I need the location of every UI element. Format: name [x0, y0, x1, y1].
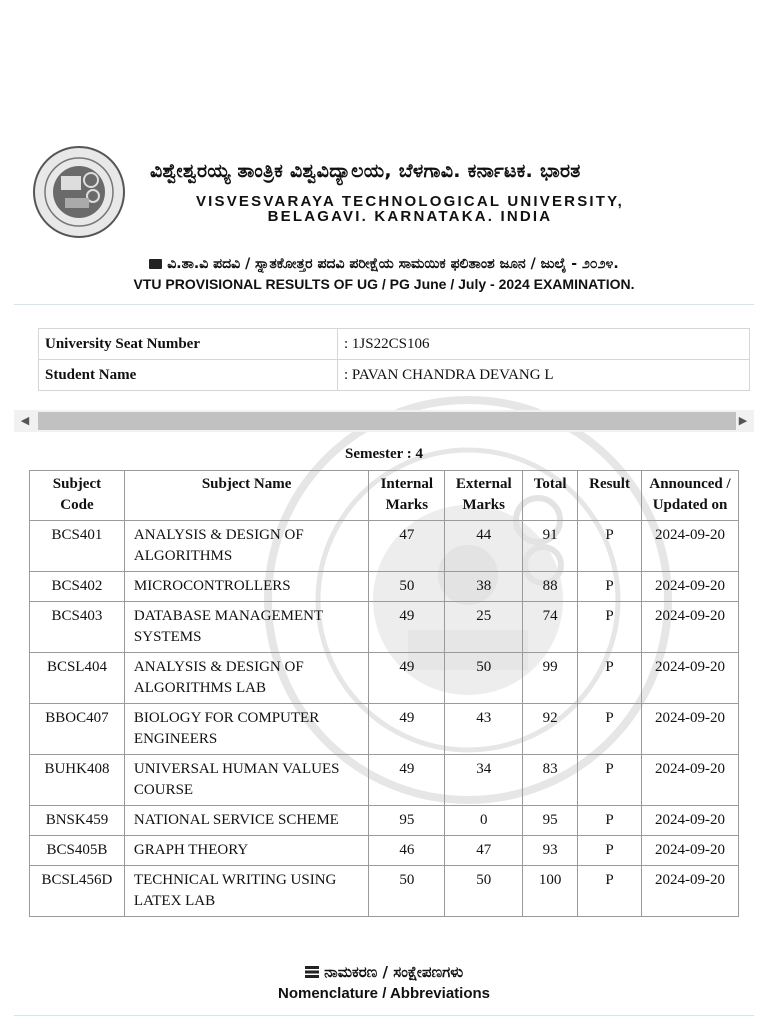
result: P [578, 755, 642, 806]
laptop-icon [149, 259, 162, 269]
total-marks: 100 [523, 866, 578, 917]
announced-date: 2024-09-20 [642, 806, 739, 836]
results-subtitle-english: VTU PROVISIONAL RESULTS OF UG / PG June / July - 2024 EXAMINATION. [133, 276, 635, 292]
university-name-line2: BELAGAVI. KARNATAKA. INDIA [267, 208, 553, 225]
external-marks: 34 [445, 755, 523, 806]
internal-marks: 50 [369, 572, 445, 602]
subject-code: BCS401 [30, 521, 125, 572]
subject-code: BNSK459 [30, 806, 125, 836]
student-info-table [38, 328, 750, 391]
announced-date: 2024-09-20 [642, 572, 739, 602]
header-announced: Announced / Updated on [642, 471, 739, 521]
result: P [578, 572, 642, 602]
subject-code: BCS402 [30, 572, 125, 602]
table-row [30, 806, 739, 836]
table-row [30, 602, 739, 653]
total-marks: 88 [523, 572, 578, 602]
internal-marks: 49 [369, 704, 445, 755]
external-marks: 25 [445, 602, 523, 653]
seat-number-row [39, 329, 750, 360]
result: P [578, 602, 642, 653]
table-row [30, 866, 739, 917]
total-marks: 74 [523, 602, 578, 653]
student-name-value: : PAVAN CHANDRA DEVANG L [338, 360, 750, 391]
result: P [578, 836, 642, 866]
university-seal-icon [33, 146, 125, 238]
subject-code: BCS403 [30, 602, 125, 653]
external-marks: 0 [445, 806, 523, 836]
announced-date: 2024-09-20 [642, 602, 739, 653]
announced-date: 2024-09-20 [642, 704, 739, 755]
external-marks: 47 [445, 836, 523, 866]
internal-marks: 46 [369, 836, 445, 866]
subject-name: DATABASE MANAGEMENT SYSTEMS [124, 602, 368, 653]
table-row [30, 521, 739, 572]
total-marks: 95 [523, 806, 578, 836]
header-external-marks: External Marks [445, 471, 523, 521]
internal-marks: 47 [369, 521, 445, 572]
table-row [30, 836, 739, 866]
total-marks: 99 [523, 653, 578, 704]
nomenclature-title-english: Nomenclature / Abbreviations [278, 985, 490, 1002]
announced-date: 2024-09-20 [642, 755, 739, 806]
subject-name: ANALYSIS & DESIGN OF ALGORITHMS LAB [124, 653, 368, 704]
internal-marks: 50 [369, 866, 445, 917]
scroll-right-icon[interactable]: ▶ [738, 414, 748, 427]
university-name-line1: VISVESVARAYA TECHNOLOGICAL UNIVERSITY, [195, 193, 625, 210]
header-subject-code: Subject Code [30, 471, 125, 521]
scroll-left-icon[interactable]: ◀ [20, 414, 30, 427]
header-result: Result [578, 471, 642, 521]
subject-code: BUHK408 [30, 755, 125, 806]
internal-marks: 49 [369, 602, 445, 653]
university-name-english [130, 194, 690, 224]
subject-name: MICROCONTROLLERS [124, 572, 368, 602]
horizontal-scrollbar[interactable] [14, 410, 754, 432]
header-subject-name: Subject Name [124, 471, 368, 521]
subject-name: GRAPH THEORY [124, 836, 368, 866]
nomenclature-title-kannada [0, 963, 768, 981]
total-marks: 92 [523, 704, 578, 755]
external-marks: 50 [445, 866, 523, 917]
external-marks: 38 [445, 572, 523, 602]
seat-number-label: University Seat Number [39, 329, 338, 360]
seat-number-value: : 1JS22CS106 [338, 329, 750, 360]
external-marks: 50 [445, 653, 523, 704]
results-header-row [30, 471, 739, 521]
results-subtitle-kannada [0, 256, 768, 272]
subject-name: TECHNICAL WRITING USING LATEX LAB [124, 866, 368, 917]
nomenclature-kannada-text: ನಾಮಕರಣ / ಸಂಕ್ಷೇಪಣಗಳು [324, 963, 464, 981]
subtitle-kannada-text: ವಿ.ತಾ.ವಿ ಪದವಿ / ಸ್ನಾತಕೋತ್ತರ ಪದವಿ ಪರೀಕ್ಷೆಯ ಸಾಮಯಿಕ ಫಲಿತಾಂಶ ಜೂನ / ಜುಲೈ - ೨೦೨೪. [167, 256, 619, 272]
total-marks: 83 [523, 755, 578, 806]
list-icon [305, 966, 319, 978]
internal-marks: 95 [369, 806, 445, 836]
subject-code: BCSL456D [30, 866, 125, 917]
internal-marks: 49 [369, 653, 445, 704]
result: P [578, 866, 642, 917]
internal-marks: 49 [369, 755, 445, 806]
divider [14, 1015, 754, 1016]
total-marks: 91 [523, 521, 578, 572]
announced-date: 2024-09-20 [642, 521, 739, 572]
student-name-label: Student Name [39, 360, 338, 391]
table-row [30, 704, 739, 755]
header-total: Total [523, 471, 578, 521]
university-name-kannada: ವಿಶ್ವೇಶ್ವರಯ್ಯ ತಾಂತ್ರಿಕ ವಿಶ್ವವಿದ್ಯಾಲಯ, ಬೆಳಗಾವಿ. ಕರ್ನಾಟಕ. ಭಾರತ [150, 160, 581, 182]
total-marks: 93 [523, 836, 578, 866]
semester-label: Semester : 4 [344, 446, 424, 462]
table-row [30, 755, 739, 806]
divider [14, 304, 754, 305]
subject-code: BCSL404 [30, 653, 125, 704]
scrollbar-thumb[interactable] [38, 412, 736, 430]
header-internal-marks: Internal Marks [369, 471, 445, 521]
result: P [578, 653, 642, 704]
external-marks: 44 [445, 521, 523, 572]
table-row [30, 653, 739, 704]
announced-date: 2024-09-20 [642, 653, 739, 704]
result: P [578, 704, 642, 755]
student-name-row [39, 360, 750, 391]
subject-name: ANALYSIS & DESIGN OF ALGORITHMS [124, 521, 368, 572]
external-marks: 43 [445, 704, 523, 755]
subject-code: BCS405B [30, 836, 125, 866]
subject-name: BIOLOGY FOR COMPUTER ENGINEERS [124, 704, 368, 755]
result: P [578, 521, 642, 572]
subject-name: UNIVERSAL HUMAN VALUES COURSE [124, 755, 368, 806]
subject-name: NATIONAL SERVICE SCHEME [124, 806, 368, 836]
subject-code: BBOC407 [30, 704, 125, 755]
announced-date: 2024-09-20 [642, 836, 739, 866]
announced-date: 2024-09-20 [642, 866, 739, 917]
table-row [30, 572, 739, 602]
results-table [29, 470, 739, 917]
result: P [578, 806, 642, 836]
